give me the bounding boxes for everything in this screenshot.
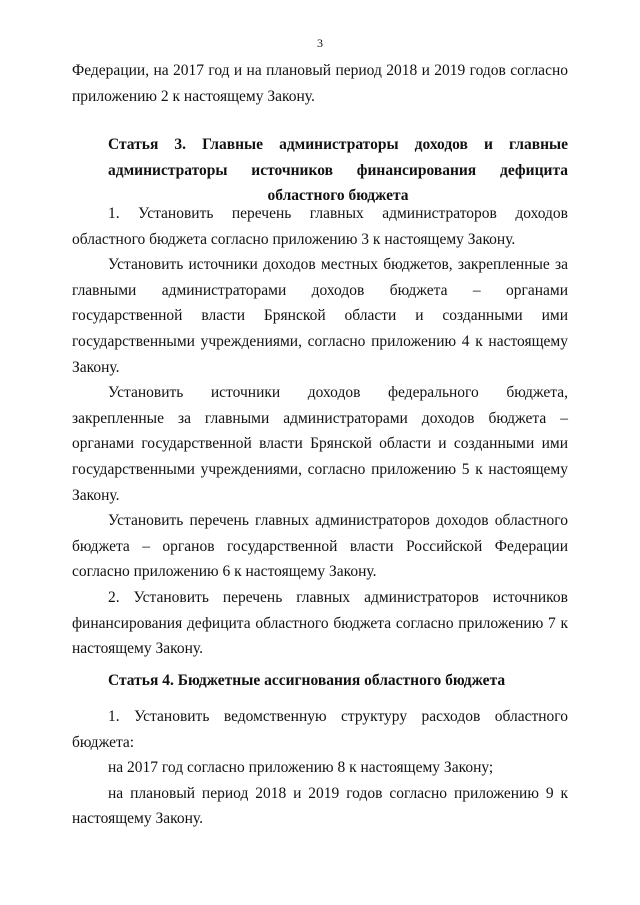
article-3-paragraph-2: Установить источники доходов местных бюджетов, закрепленные за главными администраторами доходов бюджета – органами государственной власти Брянской области и созданными ими государственными учреждениями, согласно приложению 4 к настоящему Закону. [72, 256, 568, 376]
article-3-paragraph-4: Установить перечень главных администраторов доходов областного бюджета – органов государственной власти Российской Федерации согласно приложению 6 к настоящему Закону. [72, 512, 568, 581]
article-3-heading-rest: администраторы источников финансирования дефицита областного бюджета [108, 161, 568, 205]
article-3-body [72, 201, 568, 662]
intro-block [72, 58, 568, 109]
page-number: 3 [317, 36, 323, 50]
article-3-heading-line-1: Статья 3. Главные администраторы доходов и главные [108, 136, 568, 153]
article-4-heading-text: Статья 4. Бюджетные ассигнования областного бюджета [108, 672, 506, 689]
article-3-paragraph-1: 1. Установить перечень главных администраторов доходов областного бюджета согласно приложению 3 к настоящему Закону. [72, 205, 568, 248]
article-4-heading [108, 668, 568, 694]
article-4-body [72, 704, 568, 832]
article-3-heading [108, 132, 568, 209]
article-3-paragraph-3: Установить источники доходов федерального бюджета, закрепленные за главными администраторами доходов бюджета – органами государственной власти Брянской области и созданными ими государственными учреждениями, согласно приложению 5 к настоящему Закону. [72, 384, 568, 504]
article-4-paragraph-3: на плановый период 2018 и 2019 годов согласно приложению 9 к настоящему Закону. [72, 784, 568, 828]
article-4-paragraph-1: 1. Установить ведомственную структуру расходов областного бюджета: [72, 708, 568, 751]
article-3-paragraph-5: 2. Установить перечень главных администраторов источников финансирования дефицита областного бюджета согласно приложению 7 к настоящему Закону. [72, 588, 568, 658]
article-4-paragraph-2: на 2017 год согласно приложению 8 к настоящему Закону; [108, 759, 494, 777]
intro-line-1: Федерации, на 2017 год и на плановый период 2018 и 2019 годов согласно [72, 62, 568, 79]
intro-line-2: приложению 2 к настоящему Закону. [72, 87, 315, 105]
